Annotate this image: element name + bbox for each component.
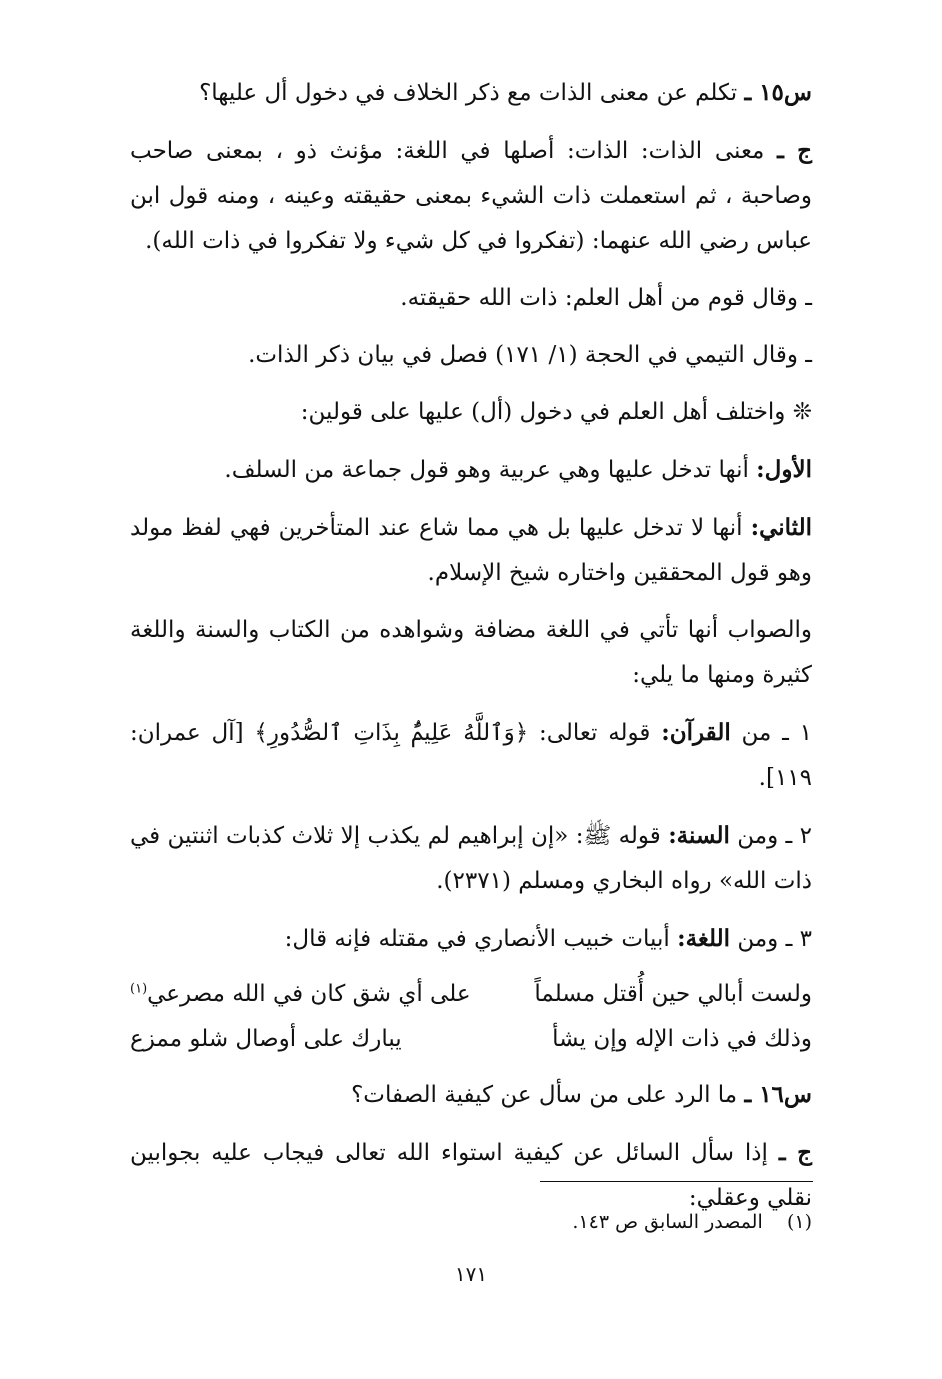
evidence-label: القرآن: <box>661 719 731 746</box>
evidence-label: السنة: <box>668 822 730 849</box>
footnote-marker: (١) <box>130 981 148 997</box>
poem-hemistich <box>130 972 471 1017</box>
poem-line-1 <box>130 972 812 1017</box>
question-label: س١٥ ـ <box>744 79 812 106</box>
answer-15 <box>130 128 812 264</box>
second-opinion-label: الثاني: <box>750 514 812 541</box>
page-number: ١٧١ <box>454 1262 488 1286</box>
note-taymi: ـ وقال التيمي في الحجة (١/ ١٧١) فصل في بيان ذكر الذات. <box>248 342 812 368</box>
evidence-number: ١ ـ من <box>741 720 813 746</box>
footnote <box>400 1206 812 1238</box>
evidence-sunnah <box>130 813 812 904</box>
evidence-number: ٣ ـ ومن <box>737 926 812 952</box>
evidence-text: قوله ﷺ: «إن إبراهيم لم يكذب إلا ثلاث كذبات اثنتين في ذات الله» رواه البخاري ومسلم (٢٣٧١). <box>130 823 812 894</box>
question-label: س١٦ ـ <box>744 1081 812 1108</box>
second-opinion <box>130 505 812 596</box>
note-disagreement: ❊ واختلف أهل العلم في دخول (أل) عليها على قولين: <box>300 399 812 425</box>
evidence-number: ٢ ـ ومن <box>737 823 813 849</box>
evidence-language <box>130 916 812 962</box>
poem-hemistich: ولست أبالي حين أُقتل مسلماً <box>534 981 812 1007</box>
evidence-label: اللغة: <box>677 925 731 952</box>
footnote-number: (١) <box>786 1211 812 1233</box>
answer-text: إذا سأل السائل عن كيفية استواء الله تعالى فيجاب عليه بجوابين نقلي وعقلي: <box>130 1140 812 1211</box>
poem-line-2 <box>130 1017 812 1062</box>
evidence-quran <box>130 710 812 801</box>
note-people-of-knowledge: ـ وقال قوم من أهل العلم: ذات الله حقيقته. <box>400 285 812 311</box>
footnote-divider <box>540 1181 813 1182</box>
question-16 <box>130 1072 812 1118</box>
poem-hemistich-text: على أي شق كان في الله مصرعي <box>147 981 471 1007</box>
first-opinion-text: أنها تدخل عليها وهي عربية وهو قول جماعة من السلف. <box>224 457 749 483</box>
first-opinion <box>130 447 812 493</box>
correct-view: والصواب أنها تأتي في اللغة مضافة وشواهده من الكتاب والسنة واللغة كثيرة ومنها ما يلي: <box>130 617 812 688</box>
question-text: ما الرد على من سأل عن كيفية الصفات؟ <box>351 1082 738 1108</box>
second-opinion-text: أنها لا تدخل عليها بل هي مما شاع عند المتأخرين فهي لفظ مولد وهو قول المحققين واختاره شيخ الإسلام. <box>130 515 812 586</box>
first-opinion-label: الأول: <box>756 456 812 483</box>
footnote-text: المصدر السابق ص ١٤٣. <box>572 1211 763 1233</box>
answer-lead: ج ـ <box>777 137 813 164</box>
answer-lead: ج ـ <box>778 1139 812 1166</box>
question-15 <box>130 70 812 116</box>
poem <box>130 972 812 1062</box>
evidence-text: أبيات خبيب الأنصاري في مقتله فإنه قال: <box>284 926 670 952</box>
poem-hemistich: وذلك في ذات الإله وإن يشأ <box>552 1026 812 1052</box>
answer-text: معنى الذات: الذات: أصلها في اللغة: مؤنث ذو ، بمعنى صاحب وصاحبة ، ثم استعملت ذات الشيء بمعنى حقيقته وعينه ، ومنه قول ابن عباس رضي الله عنهما: (تفكروا في كل شيء ولا تفكروا في ذات الله). <box>130 138 812 254</box>
page-body <box>130 70 812 1233</box>
evidence-text: قوله تعالى: ﴿وَٱللَّهُ عَلِيمٌۢ بِذَاتِ ٱلصُّدُورِ﴾ [آل عمران: ١١٩]. <box>130 720 812 791</box>
poem-hemistich: يبارك على أوصال شلو ممزع <box>130 1026 402 1052</box>
question-text: تكلم عن معنى الذات مع ذكر الخلاف في دخول أل عليها؟ <box>199 80 738 106</box>
